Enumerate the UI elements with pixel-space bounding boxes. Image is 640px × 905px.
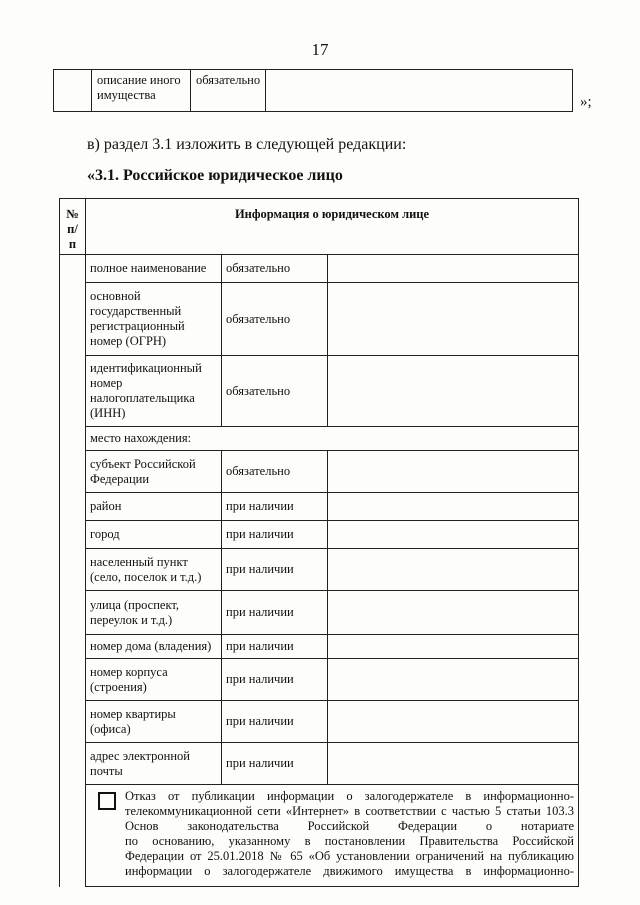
row-status: обязательно	[222, 283, 328, 356]
row-value	[328, 549, 579, 591]
row-status: при наличии	[222, 493, 328, 521]
table-row	[60, 521, 579, 549]
row-label: полное наименование	[86, 255, 222, 283]
table-header-row	[60, 199, 579, 255]
row-value	[328, 743, 579, 785]
row-value	[328, 591, 579, 635]
continued-table	[53, 69, 573, 112]
row-label: адрес электронной почты	[86, 743, 222, 785]
row-status: при наличии	[222, 521, 328, 549]
page-number: 17	[311, 40, 329, 59]
row-label: номер корпуса (строения)	[86, 659, 222, 701]
number-cell	[60, 255, 86, 887]
row-label: населенный пункт (село, поселок и т.д.)	[86, 549, 222, 591]
refusal-checkbox[interactable]	[98, 792, 116, 810]
row-status: при наличии	[222, 659, 328, 701]
item-status: обязательно	[191, 70, 266, 112]
table-row	[60, 743, 579, 785]
row-status: обязательно	[222, 451, 328, 493]
row-value	[328, 283, 579, 356]
amendment-paragraph: в) раздел 3.1 изложить в следующей редакции:	[87, 136, 407, 153]
row-status: при наличии	[222, 701, 328, 743]
row-label: район	[86, 493, 222, 521]
refusal-line: Отказ от публикации информации о залогодержателе в информационно-	[125, 789, 574, 803]
refusal-line: телекоммуникационной сети «Интернет» в соответствии с частью 5 статьи 103.3	[125, 804, 574, 818]
table-row	[60, 283, 579, 356]
row-value	[328, 635, 579, 659]
row-status: при наличии	[222, 635, 328, 659]
row-status: обязательно	[222, 255, 328, 283]
column-header-number: № п/п	[60, 199, 86, 255]
table-row	[60, 591, 579, 635]
row-label: улица (проспект, переулок и т.д.)	[86, 591, 222, 635]
row-label: субъект Российской Федерации	[86, 451, 222, 493]
table-row	[60, 659, 579, 701]
legal-entity-table	[59, 198, 579, 887]
row-label: номер квартиры (офиса)	[86, 701, 222, 743]
row-label: город	[86, 521, 222, 549]
row-label: идентификационный номер налогоплательщика (ИНН)	[86, 356, 222, 427]
row-label: номер дома (владения)	[86, 635, 222, 659]
refusal-line: информации о залогодержателе движимого имущества в информационно-	[125, 864, 574, 878]
table-row	[60, 549, 579, 591]
row-value	[328, 701, 579, 743]
row-value	[328, 659, 579, 701]
table-row	[60, 701, 579, 743]
empty-number-cell	[54, 70, 92, 112]
row-value	[328, 521, 579, 549]
row-status: при наличии	[222, 549, 328, 591]
row-label: основной государственный регистрационный номер (ОГРН)	[86, 283, 222, 356]
refusal-line: Основ законодательства Российской Федерации о нотариате	[125, 819, 574, 833]
table-row	[60, 356, 579, 427]
table-row	[60, 255, 579, 283]
closing-quote: »;	[580, 94, 592, 110]
row-value	[328, 451, 579, 493]
item-value	[266, 70, 573, 112]
row-status: при наличии	[222, 743, 328, 785]
row-value	[328, 493, 579, 521]
refusal-cell	[86, 785, 579, 887]
refusal-text	[125, 789, 574, 879]
section-heading: «3.1. Российское юридическое лицо	[87, 167, 343, 184]
item-label: описание иного имущества	[92, 70, 191, 112]
table-row	[60, 451, 579, 493]
row-value	[328, 356, 579, 427]
location-label: место нахождения:	[86, 427, 579, 451]
row-status: обязательно	[222, 356, 328, 427]
row-status: при наличии	[222, 591, 328, 635]
column-header-info: Информация о юридическом лице	[86, 199, 579, 255]
table-row	[60, 493, 579, 521]
refusal-line: по основанию, указанному в постановлении Правительства Российской	[125, 834, 574, 848]
refusal-line: Федерации от 25.01.2018 № 65 «Об установлении ограничений на публикацию	[125, 849, 574, 863]
table-row	[60, 635, 579, 659]
refusal-row	[60, 785, 579, 887]
row-value	[328, 255, 579, 283]
location-row	[60, 427, 579, 451]
